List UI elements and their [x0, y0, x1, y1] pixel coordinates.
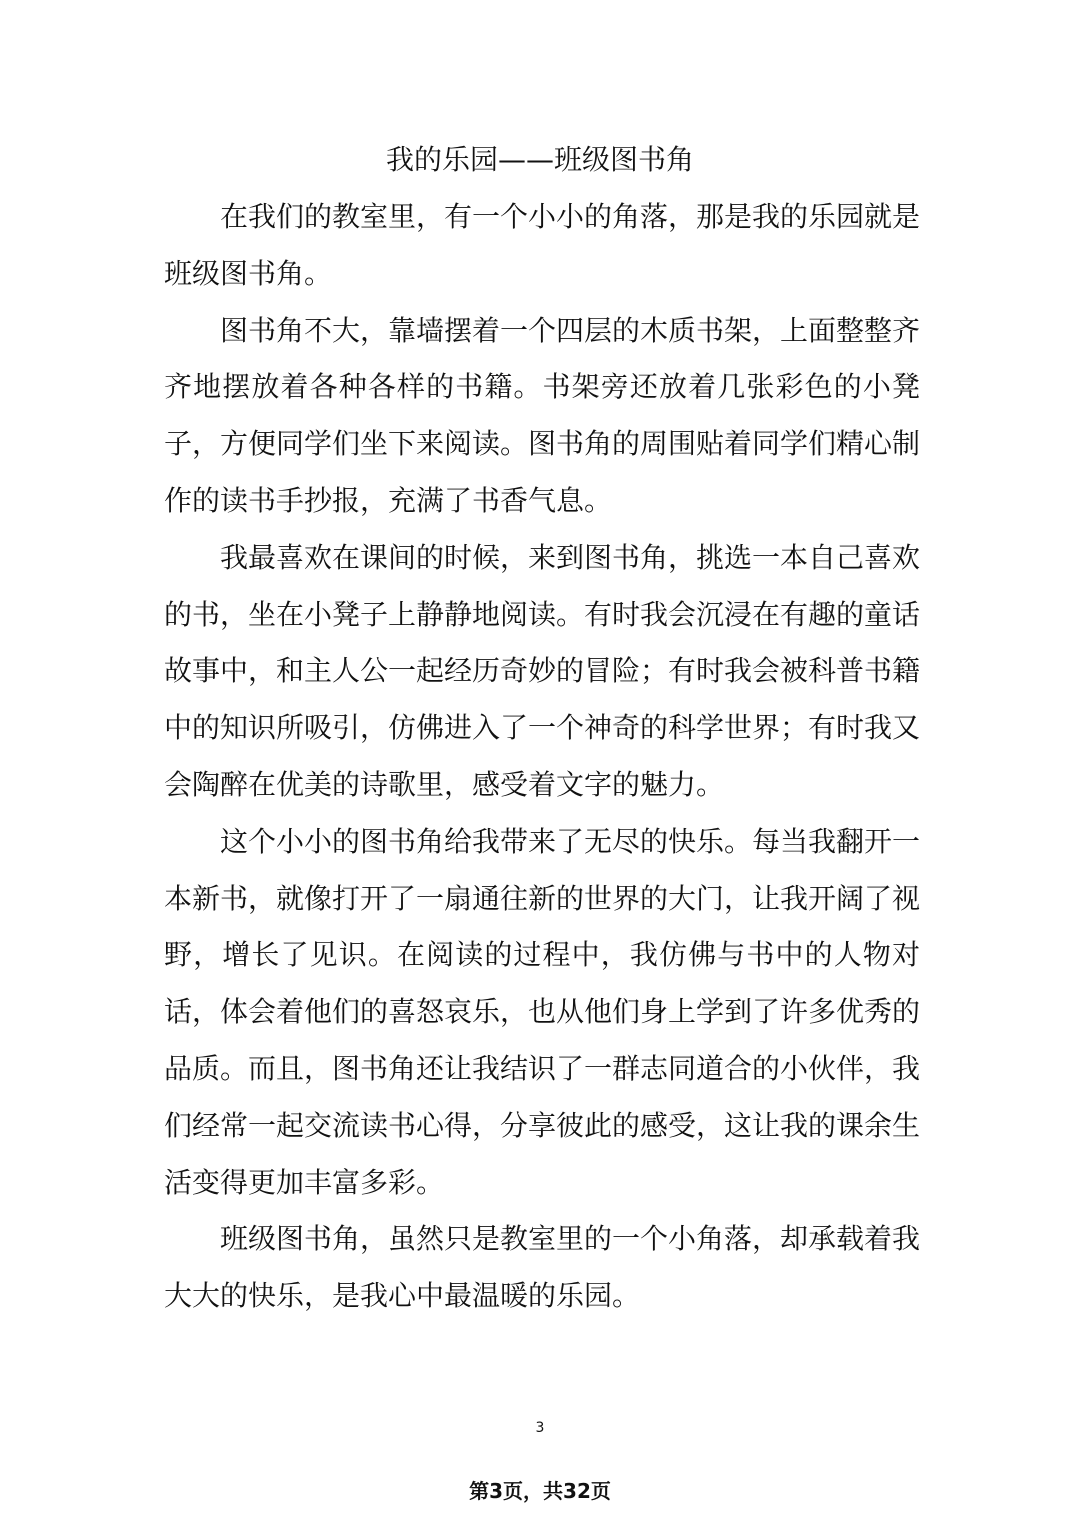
- page-footer: 第3页，共32页: [469, 1479, 611, 1503]
- paragraph-5: 班级图书角，虽然只是教室里的一个小角落，却承载着我大大的快乐，是我心中最温暖的乐园。: [164, 1222, 921, 1313]
- paragraph-3: 我最喜欢在课间的时候，来到图书角，挑选一本自己喜欢的书，坐在小凳子上静静地阅读。有时我会沉浸在有趣的童话故事中，和主人公一起经历奇妙的冒险；有时我会被科普书籍中的知识所吸引，仿佛进入了一个神奇的科学世界；有时我又会陶醉在优美的诗歌里，感受着文字的魅力。: [164, 540, 921, 801]
- document-title: 我的乐园——班级图书角: [385, 143, 694, 176]
- paragraph-4: 这个小小的图书角给我带来了无尽的快乐。每当我翻开一本新书，就像打开了一扇通往新的世界的大门，让我开阔了视野，增长了见识。在阅读的过程中，我仿佛与书中的人物对话，体会着他们的喜怒哀乐，也从他们身上学到了许多优秀的品质。而且，图书角还让我结识了一群志同道合的小伙伴，我们经常一起交流读书心得，分享彼此的感受，这让我的课余生活变得更加丰富多彩。: [164, 824, 921, 1199]
- paragraph-1: 在我们的教室里，有一个小小的角落，那是我的乐园就是班级图书角。: [164, 200, 921, 290]
- paragraph-2: 图书角不大，靠墙摆着一个四层的木质书架，上面整整齐齐地摆放着各种各样的书籍。书架旁还放着几张彩色的小凳子，方便同学们坐下来阅读。图书角的周围贴着同学们精心制作的读书手抄报，充满了书香气息。: [164, 313, 921, 517]
- page-number: 3: [535, 1420, 545, 1436]
- document-body: [164, 189, 920, 1325]
